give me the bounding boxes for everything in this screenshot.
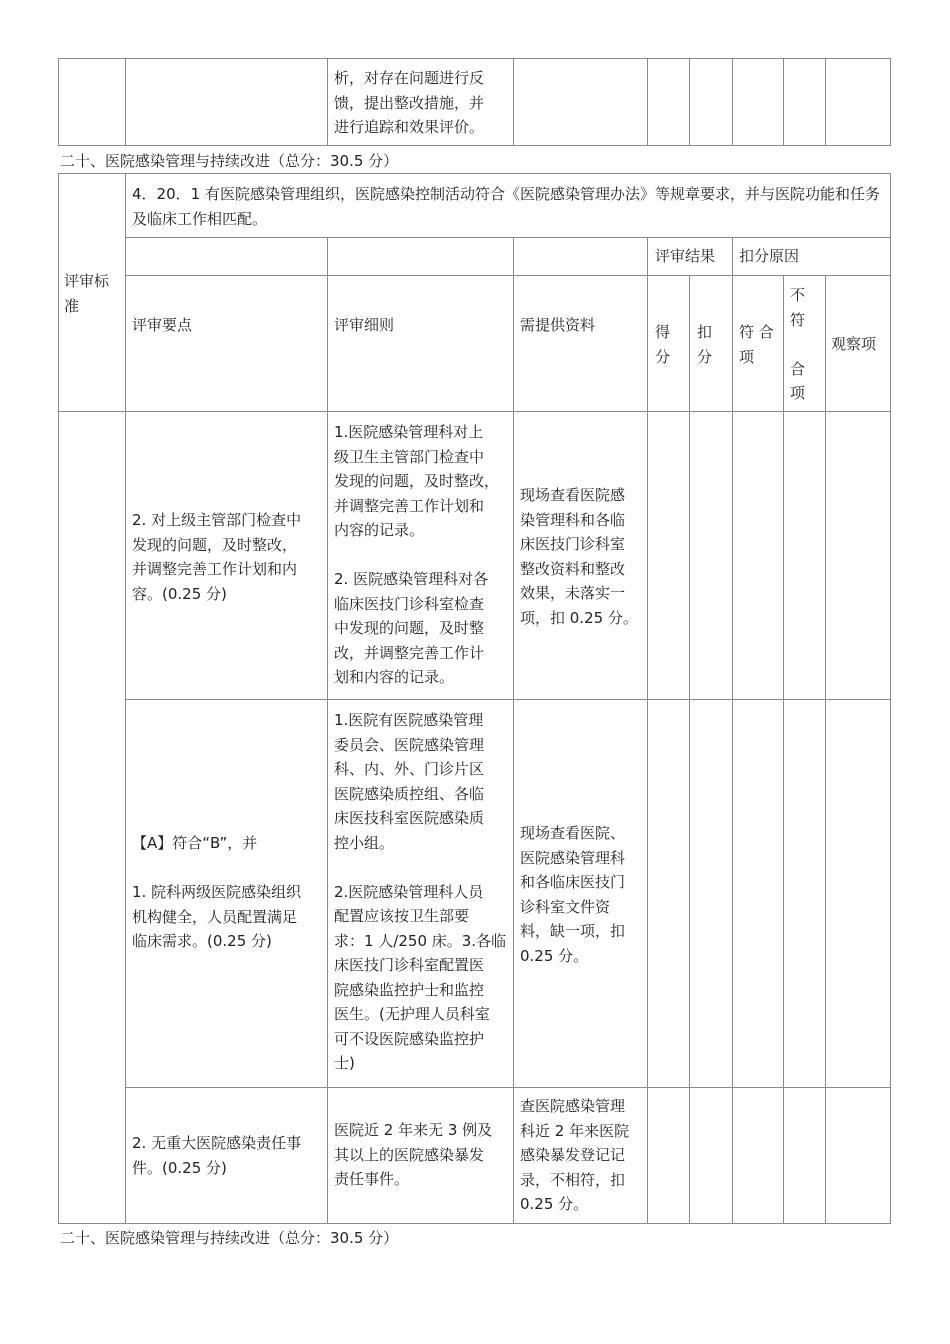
header-points: 评审要点	[132, 316, 193, 334]
row2-score-cell	[647, 699, 690, 1088]
row1-detail: 1.医院感染管理科对上 级卫生主管部门检查中 发现的问题，及时整改， 并调整完善工作计划和 内容的记录。 2. 医院感染管理科对各 临床医技门诊科室检查 中发现的问题，及时整 改，并调整完善工作计 划和内容的记录。	[334, 423, 500, 686]
row3-observe-cell	[825, 1087, 891, 1224]
row2-material: 现场查看医院、 医院感染管理科 和各临床医技门 诊科室文件资 料，缺一项，扣 0.25 分。	[520, 824, 626, 965]
top-detail-text: 析，对存在问题进行反 馈，提出整改措施，并 进行追踪和效果评价。	[334, 69, 485, 136]
header-details: 评审细则	[334, 316, 395, 334]
body-left-merged-cell	[58, 411, 126, 1224]
row2-deduct-cell	[689, 699, 733, 1088]
row2-observe-cell	[825, 699, 891, 1088]
row1-score-cell	[647, 411, 690, 700]
footer-section-title: 二十、医院感染管理与持续改进（总分：30.5 分）	[60, 1229, 399, 1247]
top-table-cell-1	[58, 58, 126, 146]
row1-material: 现场查看医院感 染管理科和各临 床医技门诊科室 整改资料和整改 效果，未落实一 项，扣 0.25 分。	[520, 486, 638, 627]
header-deduct-reason: 扣分原因	[739, 247, 800, 265]
row3-deduct-cell	[689, 1087, 733, 1224]
header-details-cell	[327, 275, 514, 412]
header-spacer-points	[125, 237, 328, 276]
row3-score-cell	[647, 1087, 690, 1224]
row3-detail: 医院近 2 年来无 3 例及 其以上的医院感染暴发 责任事件。	[334, 1121, 493, 1188]
top-table-cell-5	[647, 58, 690, 146]
row3-point: 2. 无重大医院感染责任事 件。(0.25 分)	[132, 1134, 302, 1177]
top-table-cell-2	[125, 58, 328, 146]
row1-point: 2. 对上级主管部门检查中 发现的问题，及时整改， 并调整完善工作计划和内 容。(0.25 分)	[132, 511, 302, 603]
standard-label: 评审标 准	[64, 272, 110, 315]
header-points-cell	[125, 275, 328, 412]
row2-point: 【A】符合“B”，并 1. 院科两级医院感染组织 机构健全，人员配置满足 临床需求。(0.25 分)	[132, 834, 302, 950]
header-observe: 观察项	[831, 335, 877, 353]
header-materials-cell	[513, 275, 648, 412]
header-nonconform: 不 符 合 项	[790, 286, 806, 402]
top-table-cell-4	[513, 58, 648, 146]
row3-material: 查医院感染管理 科近 2 年来医院 感染暴发登记记 录，不相符，扣 0.25 分。	[520, 1097, 630, 1213]
row1-nonconform-cell	[783, 411, 826, 700]
row2-detail: 1.医院有医院感染管理 委员会、医院感染管理 科、内、外、门诊片区 医院感染质控组、各临 床医技科室医院感染质 控小组。 2.医院感染管理科人员 配置应该按卫生部要 求：1 人/250 床。3.各临 床医技门诊科室配置医 院感染监控护士和监控 医生。(无护理人员科室 可不设医院感染监控护 士)	[334, 711, 507, 1072]
header-spacer-materials	[513, 237, 648, 276]
header-conform: 符 合 项	[739, 323, 774, 366]
header-result: 评审结果	[655, 247, 716, 265]
row1-deduct-cell	[689, 411, 733, 700]
header-materials: 需提供资料	[520, 316, 596, 334]
row3-nonconform-cell	[783, 1087, 826, 1224]
top-table-cell-8	[783, 58, 826, 146]
row2-nonconform-cell	[783, 699, 826, 1088]
row1-conform-cell	[732, 411, 784, 700]
standard-text: 4．20．1 有医院感染管理组织，医院感染控制活动符合《医院感染管理办法》等规章要求，并与医院功能和任务及临床工作相匹配。	[132, 185, 880, 228]
top-table-cell-6	[689, 58, 733, 146]
row2-conform-cell	[732, 699, 784, 1088]
row3-conform-cell	[732, 1087, 784, 1224]
row1-observe-cell	[825, 411, 891, 700]
header-deduct: 扣 分	[697, 323, 713, 366]
header-score: 得 分	[655, 323, 671, 366]
top-table-cell-9	[825, 58, 891, 146]
section-title: 二十、医院感染管理与持续改进（总分：30.5 分）	[60, 152, 399, 170]
header-spacer-details	[327, 237, 514, 276]
top-table-cell-7	[732, 58, 784, 146]
